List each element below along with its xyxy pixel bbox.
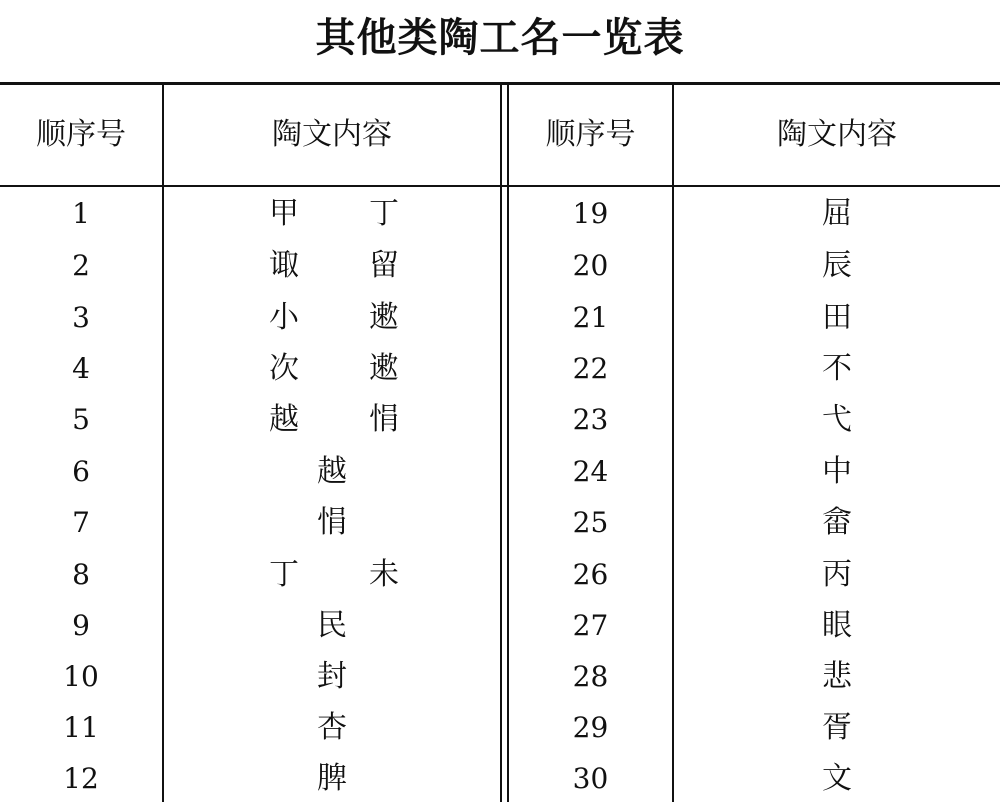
- table-row: [0, 702, 1000, 753]
- right-inscription: 悲: [822, 659, 852, 694]
- left-inscription-first-char: 小: [269, 300, 299, 335]
- left-sequence-number: 4: [72, 352, 90, 385]
- left-inscription-second-char: 遬: [369, 351, 399, 386]
- left-inscription-second-char: 未: [369, 557, 399, 592]
- header-right-content: 陶文内容: [777, 117, 897, 152]
- left-inscription: 封: [317, 659, 347, 694]
- right-sequence-number: 26: [572, 558, 609, 591]
- left-sequence-number: 5: [72, 403, 90, 436]
- header-right-sequence: 顺序号: [545, 117, 636, 152]
- right-inscription: 中: [822, 454, 852, 489]
- right-inscription: 畲: [822, 505, 852, 540]
- table-row: [0, 600, 1000, 651]
- table-row: [0, 497, 1000, 548]
- left-inscription: 民: [317, 608, 347, 643]
- left-inscription: 脾: [317, 761, 347, 796]
- left-inscription: [164, 240, 500, 291]
- left-sequence-number: 9: [72, 609, 90, 642]
- left-inscription: [164, 549, 500, 600]
- left-sequence-number: 7: [72, 506, 90, 539]
- right-sequence-number: 21: [572, 301, 609, 334]
- table-row: [0, 394, 1000, 445]
- right-inscription: 田: [822, 300, 852, 335]
- table-row: [0, 188, 1000, 239]
- right-sequence-number: 23: [572, 403, 609, 436]
- left-inscription-first-char: 甲: [269, 196, 299, 231]
- left-sequence-number: 3: [72, 301, 90, 334]
- left-inscription-first-char: 越: [269, 402, 299, 437]
- right-inscription: 弋: [822, 402, 852, 437]
- left-inscription-second-char: 丁: [369, 196, 399, 231]
- table-row: [0, 753, 1000, 804]
- left-sequence-number: 1: [72, 197, 90, 230]
- left-sequence-number: 8: [72, 558, 90, 591]
- left-sequence-number: 10: [63, 660, 99, 693]
- left-sequence-number: 2: [72, 249, 90, 282]
- table-row: [0, 292, 1000, 343]
- right-sequence-number: 29: [572, 711, 609, 744]
- table-row: [0, 343, 1000, 394]
- right-sequence-number: 20: [572, 249, 609, 282]
- left-inscription: [164, 394, 500, 445]
- right-inscription: 辰: [822, 248, 852, 283]
- table-row: [0, 549, 1000, 600]
- left-inscription: [164, 188, 500, 239]
- left-sequence-number: 6: [72, 455, 90, 488]
- right-sequence-number: 25: [572, 506, 609, 539]
- table-row: [0, 651, 1000, 702]
- left-inscription-second-char: 悁: [369, 402, 399, 437]
- left-inscription: [164, 343, 500, 394]
- left-inscription-second-char: 遬: [369, 300, 399, 335]
- table-title: 其他类陶工名一览表: [315, 15, 685, 61]
- left-inscription: 杏: [317, 710, 347, 745]
- table-row: [0, 240, 1000, 291]
- right-sequence-number: 30: [572, 762, 609, 795]
- header-left-content: 陶文内容: [272, 117, 392, 152]
- right-sequence-number: 28: [572, 660, 609, 693]
- left-inscription: 悁: [317, 505, 347, 540]
- right-sequence-number: 22: [572, 352, 609, 385]
- left-inscription: 越: [317, 454, 347, 489]
- right-inscription: 不: [822, 351, 852, 386]
- left-inscription-first-char: 诹: [269, 248, 299, 283]
- left-inscription-second-char: 留: [369, 248, 399, 283]
- right-sequence-number: 27: [572, 609, 609, 642]
- left-inscription-first-char: 次: [269, 351, 299, 386]
- header-left-sequence: 顺序号: [36, 117, 126, 152]
- right-inscription: 文: [822, 761, 852, 796]
- left-sequence-number: 12: [63, 762, 99, 795]
- right-inscription: 眼: [822, 608, 852, 643]
- right-inscription: 丙: [822, 557, 852, 592]
- right-inscription: 胥: [822, 710, 852, 745]
- table-row: [0, 446, 1000, 497]
- left-inscription-first-char: 丁: [269, 557, 299, 592]
- right-sequence-number: 24: [572, 455, 609, 488]
- right-sequence-number: 19: [572, 197, 609, 230]
- right-inscription: 屈: [822, 196, 852, 231]
- left-inscription: [164, 292, 500, 343]
- left-sequence-number: 11: [63, 711, 99, 744]
